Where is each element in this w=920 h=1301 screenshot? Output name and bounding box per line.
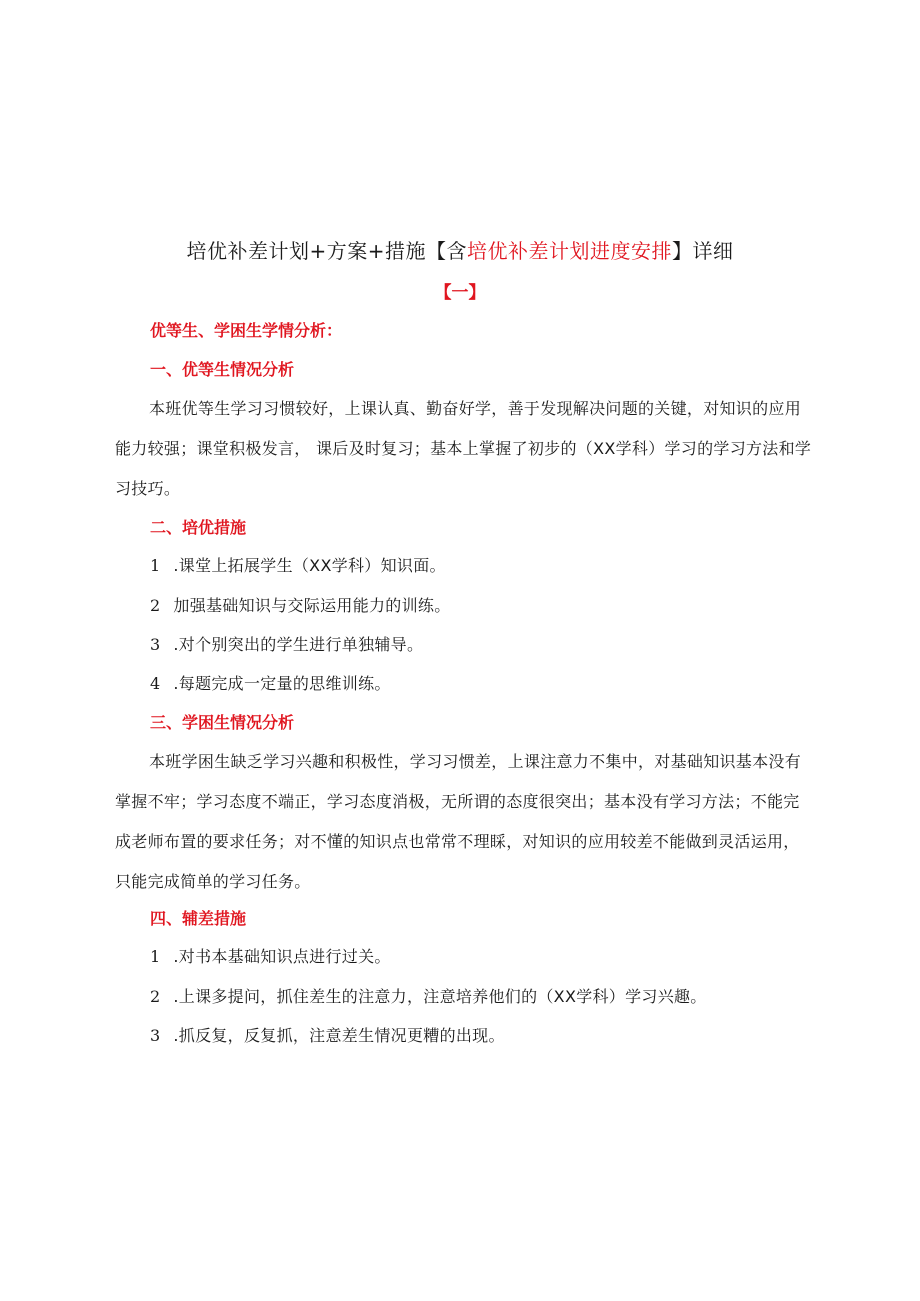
section-2-heading: 二、培优措施 [150,518,247,537]
item-text: .每题完成一定量的思维训练。 [173,674,391,693]
item-number: 2 [150,987,161,1006]
section-1-paragraph: 本班优等生学习习惯较好，上课认真、勤奋好学，善于发现解决问题的关键，对知识的应用能力较强；课堂积极发言， 课后及时复习；基本上掌握了初步的（XX学科）学习的学习方法和学习技巧。 [115,399,812,498]
title-part-1: 培优补差计划+方案+措施【含 [186,239,467,263]
section-1-heading: 一、优等生情况分析 [150,360,295,379]
section-4-item-3 [150,1023,505,1049]
intro-heading: 优等生、学困生学情分析： [150,321,343,340]
section-2-item-3 [150,632,423,658]
item-text: 加强基础知识与交际运用能力的训练。 [173,596,451,615]
section-3-paragraph: 本班学困生缺乏学习兴趣和积极性，学习习惯差，上课注意力不集中，对基础知识基本没有掌握不牢；学习态度不端正，学习态度消极，无所谓的态度很突出；基本没有学习方法；不能完成老师布置的要求任务；对不懂的知识点也常常不理睬，对知识的应用较差不能做到灵活运用，只能完成简单的学习任务。 [115,752,802,891]
item-text: .对书本基础知识点进行过关。 [173,947,391,966]
item-number: 1 [150,947,161,966]
document-subtitle: 【一】 [434,283,486,303]
section-2-item-4 [150,671,391,697]
document-title [0,236,920,266]
item-number: 3 [150,635,161,654]
section-4-item-2 [150,984,707,1010]
item-text: .课堂上拓展学生（XX学科）知识面。 [173,556,446,575]
item-text: .抓反复，反复抓，注意差生情况更糟的出现。 [173,1026,505,1045]
section-2-item-1 [150,553,446,579]
section-4-heading: 四、辅差措施 [150,909,247,928]
item-number: 1 [150,556,161,575]
title-part-2: 培优补差计划进度安排 [467,239,672,263]
section-2-item-2 [150,593,451,619]
section-3-heading: 三、学困生情况分析 [150,713,295,732]
item-number: 2 [150,596,161,615]
item-text: .上课多提问，抓住差生的注意力，注意培养他们的（XX学科）学习兴趣。 [173,987,707,1006]
title-part-3: 】详细 [672,239,734,263]
item-number: 3 [150,1026,161,1045]
item-text: .对个别突出的学生进行单独辅导。 [173,635,424,654]
item-number: 4 [150,674,161,693]
section-4-item-1 [150,944,391,970]
